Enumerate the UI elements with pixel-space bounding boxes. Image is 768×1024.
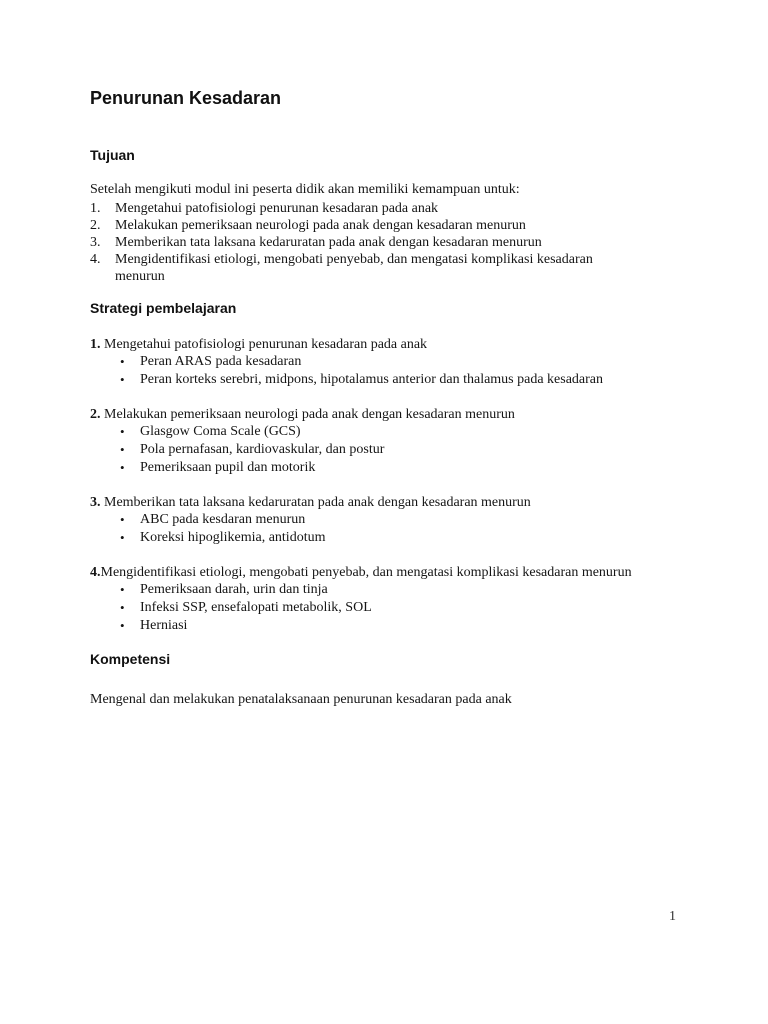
list-item: [90, 200, 685, 217]
kompetensi-body: Mengenal dan melakukan penatalaksanaan penurunan kesadaran pada anak: [90, 692, 512, 707]
list-item-number: 4.: [90, 252, 101, 267]
list-item: [90, 441, 685, 459]
bullet-text: Glasgow Coma Scale (GCS): [140, 424, 301, 439]
bullet-icon: •: [120, 512, 125, 527]
list-item: [90, 459, 685, 477]
list-item-number: 3.: [90, 235, 101, 250]
bullet-text: Herniasi: [140, 618, 188, 633]
group-title-text: Mengetahui patofisiologi penurunan kesadaran pada anak: [100, 337, 428, 352]
strategi-heading: Strategi pembelajaran: [90, 300, 237, 316]
list-item: [90, 234, 685, 251]
list-item: [90, 617, 685, 635]
list-item: [90, 599, 685, 617]
tujuan-intro: Setelah mengikuti modul ini peserta didik akan memiliki kemampuan untuk:: [90, 182, 520, 197]
bullet-text: Pemeriksaan pupil dan motorik: [140, 460, 316, 475]
list-item-text: Memberikan tata laksana kedaruratan pada anak dengan kesadaran menurun: [115, 235, 542, 250]
group-number: 2.: [90, 407, 101, 422]
list-item: [90, 353, 685, 371]
strategi-group-4: [90, 564, 685, 635]
group-title-text: Mengidentifikasi etiologi, mengobati penyebab, dan mengatasi komplikasi kesadaran menurun: [100, 565, 632, 580]
strategi-group-bullets: [90, 511, 685, 547]
group-title-text: Melakukan pemeriksaan neurologi pada anak dengan kesadaran menurun: [100, 407, 515, 422]
bullet-text: Peran ARAS pada kesadaran: [140, 354, 302, 369]
section-strategi: [90, 300, 685, 635]
strategi-group-bullets: [90, 581, 685, 635]
list-item: [90, 511, 685, 529]
strategi-group-title: [90, 336, 685, 353]
list-item: [90, 423, 685, 441]
list-item: [90, 529, 685, 547]
tujuan-list: [90, 200, 685, 285]
bullet-text: Infeksi SSP, ensefalopati metabolik, SOL: [140, 600, 372, 615]
list-item-text: Mengetahui patofisiologi penurunan kesadaran pada anak: [115, 201, 439, 216]
bullet-text: Koreksi hipoglikemia, antidotum: [140, 530, 326, 545]
list-item: [90, 371, 685, 389]
page-number: 1: [669, 909, 676, 924]
strategi-group-bullets: [90, 353, 685, 389]
list-item-text: Mengidentifikasi etiologi, mengobati penyebab, dan mengatasi komplikasi kesadaran menurun: [115, 252, 593, 284]
bullet-text: Peran korteks serebri, midpons, hipotalamus anterior dan thalamus pada kesadaran: [140, 372, 604, 387]
strategi-group-2: [90, 406, 685, 477]
section-tujuan: [90, 147, 685, 285]
bullet-icon: •: [120, 618, 125, 633]
kompetensi-heading: Kompetensi: [90, 651, 171, 667]
group-number: 1.: [90, 337, 101, 352]
bullet-text: ABC pada kesdaran menurun: [140, 512, 306, 527]
tujuan-heading: Tujuan: [90, 147, 135, 163]
page-title: Penurunan Kesadaran: [90, 88, 282, 108]
bullet-text: Pemeriksaan darah, urin dan tinja: [140, 582, 328, 597]
list-item: [90, 217, 685, 234]
strategi-group-title: [90, 564, 685, 581]
list-item: [90, 251, 685, 285]
strategi-group-title: [90, 406, 685, 423]
list-item-text: Melakukan pemeriksaan neurologi pada anak dengan kesadaran menurun: [115, 218, 526, 233]
strategi-group-bullets: [90, 423, 685, 477]
strategi-group-1: [90, 336, 685, 389]
bullet-icon: •: [120, 424, 125, 439]
strategi-group-title: [90, 494, 685, 511]
bullet-icon: •: [120, 372, 125, 387]
bullet-icon: •: [120, 582, 125, 597]
group-title-text: Memberikan tata laksana kedaruratan pada anak dengan kesadaran menurun: [100, 495, 531, 510]
bullet-icon: •: [120, 442, 125, 457]
bullet-icon: •: [120, 530, 125, 545]
bullet-text: Pola pernafasan, kardiovaskular, dan postur: [140, 442, 385, 457]
bullet-icon: •: [120, 354, 125, 369]
group-number: 3.: [90, 495, 101, 510]
section-kompetensi: [90, 651, 685, 708]
list-item: [90, 581, 685, 599]
strategi-group-3: [90, 494, 685, 547]
list-item-number: 2.: [90, 218, 101, 233]
bullet-icon: •: [120, 460, 125, 475]
group-number: 4.: [90, 565, 101, 580]
bullet-icon: •: [120, 600, 125, 615]
list-item-number: 1.: [90, 201, 101, 216]
